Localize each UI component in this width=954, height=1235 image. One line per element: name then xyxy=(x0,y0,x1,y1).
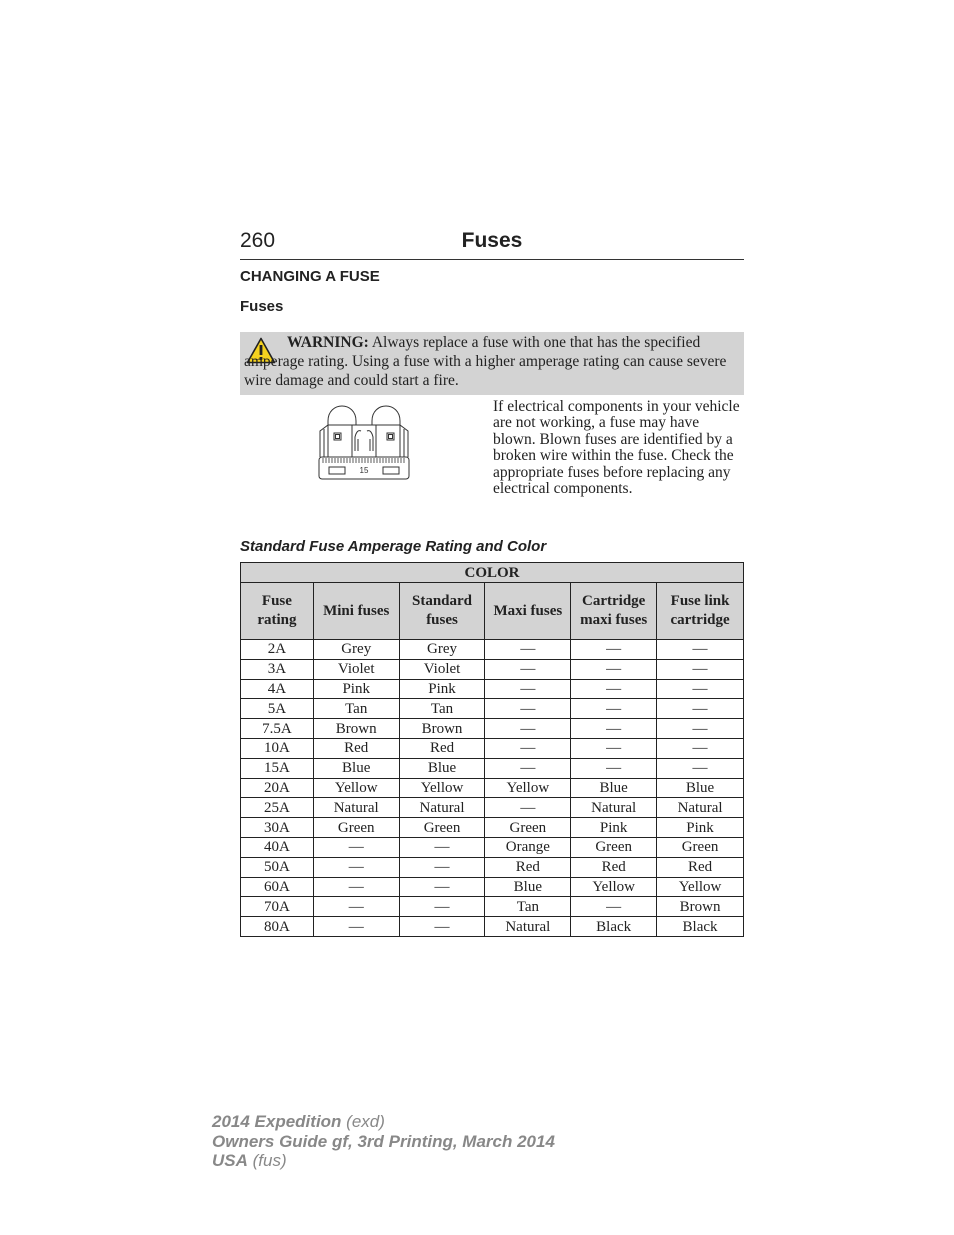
table-cell: Natural xyxy=(485,917,571,937)
table-cell: — xyxy=(657,758,744,778)
table-row xyxy=(241,758,744,778)
table-cell: 40A xyxy=(241,837,314,857)
table-cell: — xyxy=(313,877,399,897)
table-cell: — xyxy=(657,738,744,758)
column-header: Fuse link cartridge xyxy=(657,583,744,640)
table-cell: Violet xyxy=(399,659,485,679)
table-cell: Blue xyxy=(399,758,485,778)
table-cell: Brown xyxy=(657,897,744,917)
page-footer xyxy=(212,1112,555,1171)
table-cell: — xyxy=(399,897,485,917)
table-cell: Brown xyxy=(399,719,485,739)
column-header: Standard fuses xyxy=(399,583,485,640)
warning-box xyxy=(240,332,744,395)
table-cell: Natural xyxy=(571,798,657,818)
table-cell: Blue xyxy=(485,877,571,897)
column-header: Fuse rating xyxy=(241,583,314,640)
table-cell: Grey xyxy=(313,640,399,660)
table-row xyxy=(241,818,744,838)
table-cell: — xyxy=(571,719,657,739)
table-cell: 15A xyxy=(241,758,314,778)
table-cell: Tan xyxy=(485,897,571,917)
table-cell: Red xyxy=(657,857,744,877)
table-cell: Green xyxy=(485,818,571,838)
table-cell: Red xyxy=(485,857,571,877)
table-cell: 60A xyxy=(241,877,314,897)
subsection-title: Fuses xyxy=(240,298,284,315)
warning-body: Always replace a fuse with one that has the specified amperage rating. Using a fuse with a higher amperage rating can cause severe wire damage and could start a fire. xyxy=(244,334,727,389)
table-cell: — xyxy=(571,699,657,719)
fuse-rating-label: 15 xyxy=(359,466,369,475)
table-cell: — xyxy=(485,719,571,739)
section-title: CHANGING A FUSE xyxy=(240,268,380,285)
table-cell: — xyxy=(485,798,571,818)
table-cell: Yellow xyxy=(313,778,399,798)
table-cell: 2A xyxy=(241,640,314,660)
table-cell: Brown xyxy=(313,719,399,739)
table-cell: Natural xyxy=(313,798,399,818)
table-cell: — xyxy=(485,738,571,758)
table-row xyxy=(241,798,744,818)
table-cell: Pink xyxy=(399,679,485,699)
table-cell: — xyxy=(485,699,571,719)
table-cell: — xyxy=(571,659,657,679)
table-cell: — xyxy=(485,679,571,699)
table-cell: Blue xyxy=(571,778,657,798)
footer-line-model xyxy=(212,1112,555,1132)
column-header-row xyxy=(241,583,744,640)
footer-guide: Owners Guide gf, 3rd Printing, March 2014 xyxy=(212,1131,555,1151)
column-header: Mini fuses xyxy=(313,583,399,640)
table-cell: — xyxy=(571,738,657,758)
table-cell: — xyxy=(657,640,744,660)
table-cell: Yellow xyxy=(657,877,744,897)
table-row xyxy=(241,738,744,758)
table-cell: 5A xyxy=(241,699,314,719)
table-cell: Pink xyxy=(571,818,657,838)
warning-text xyxy=(244,333,736,390)
table-cell: — xyxy=(313,837,399,857)
body-paragraph: If electrical components in your vehicle are not working, a fuse may have blown. Blown fuses are identified by a broken wire within the fuse. Check the appropriate fuses before replacing any electrical components. xyxy=(493,398,740,498)
table-row xyxy=(241,857,744,877)
warning-label: WARNING: xyxy=(287,334,369,351)
table-cell: — xyxy=(313,897,399,917)
table-row xyxy=(241,877,744,897)
table-cell: Red xyxy=(313,738,399,758)
table-cell: — xyxy=(657,699,744,719)
table-cell: — xyxy=(313,917,399,937)
table-cell: Orange xyxy=(485,837,571,857)
table-cell: Yellow xyxy=(399,778,485,798)
table-cell: Natural xyxy=(399,798,485,818)
table-caption: Standard Fuse Amperage Rating and Color xyxy=(240,538,547,555)
table-cell: — xyxy=(485,659,571,679)
column-header: Cartridge maxi fuses xyxy=(571,583,657,640)
table-cell: 70A xyxy=(241,897,314,917)
footer-model-code: (exd) xyxy=(346,1112,385,1131)
table-cell: Pink xyxy=(313,679,399,699)
table-cell: Black xyxy=(657,917,744,937)
table-row xyxy=(241,837,744,857)
table-body xyxy=(241,640,744,937)
table-cell: 30A xyxy=(241,818,314,838)
table-cell: Natural xyxy=(657,798,744,818)
footer-line-guide xyxy=(212,1132,555,1152)
table-row xyxy=(241,640,744,660)
fuse-rating-table xyxy=(240,562,744,937)
table-row xyxy=(241,719,744,739)
table-cell: 20A xyxy=(241,778,314,798)
table-row xyxy=(241,778,744,798)
table-cell: — xyxy=(657,719,744,739)
table-cell: — xyxy=(399,857,485,877)
table-cell: 4A xyxy=(241,679,314,699)
table-cell: Pink xyxy=(657,818,744,838)
table-cell: — xyxy=(313,857,399,877)
table-cell: Red xyxy=(571,857,657,877)
table-cell: Green xyxy=(313,818,399,838)
table-cell: — xyxy=(485,640,571,660)
table-cell: Tan xyxy=(399,699,485,719)
table-cell: — xyxy=(485,758,571,778)
table-cell: Green xyxy=(657,837,744,857)
table-cell: — xyxy=(571,897,657,917)
color-group-header: COLOR xyxy=(241,563,744,583)
footer-market: USA xyxy=(212,1151,248,1170)
table-cell: 80A xyxy=(241,917,314,937)
table-cell: 10A xyxy=(241,738,314,758)
table-row xyxy=(241,659,744,679)
table-cell: Yellow xyxy=(571,877,657,897)
chapter-title: Fuses xyxy=(461,229,523,252)
page-number: 260 xyxy=(240,229,276,252)
table-cell: Violet xyxy=(313,659,399,679)
table-row xyxy=(241,679,744,699)
table-cell: Red xyxy=(399,738,485,758)
footer-line-market xyxy=(212,1151,555,1171)
table-cell: Blue xyxy=(313,758,399,778)
table-cell: — xyxy=(399,917,485,937)
table-cell: Blue xyxy=(657,778,744,798)
table-cell: — xyxy=(399,877,485,897)
table-row xyxy=(241,897,744,917)
fuse-illustration xyxy=(317,401,411,481)
table-cell: Tan xyxy=(313,699,399,719)
footer-market-code: (fus) xyxy=(252,1151,287,1170)
table-row xyxy=(241,699,744,719)
table-cell: Black xyxy=(571,917,657,937)
table-cell: Grey xyxy=(399,640,485,660)
table-cell: 7.5A xyxy=(241,719,314,739)
table-cell: — xyxy=(399,837,485,857)
page-header xyxy=(240,229,744,260)
table-cell: — xyxy=(571,758,657,778)
table-row xyxy=(241,917,744,937)
table-cell: 50A xyxy=(241,857,314,877)
table-cell: Yellow xyxy=(485,778,571,798)
table-cell: Green xyxy=(571,837,657,857)
table-cell: 3A xyxy=(241,659,314,679)
table-cell: Green xyxy=(399,818,485,838)
table-cell: — xyxy=(657,679,744,699)
table-cell: — xyxy=(657,659,744,679)
footer-model: 2014 Expedition xyxy=(212,1112,342,1131)
table-cell: 25A xyxy=(241,798,314,818)
table-cell: — xyxy=(571,640,657,660)
column-header: Maxi fuses xyxy=(485,583,571,640)
table-cell: — xyxy=(571,679,657,699)
